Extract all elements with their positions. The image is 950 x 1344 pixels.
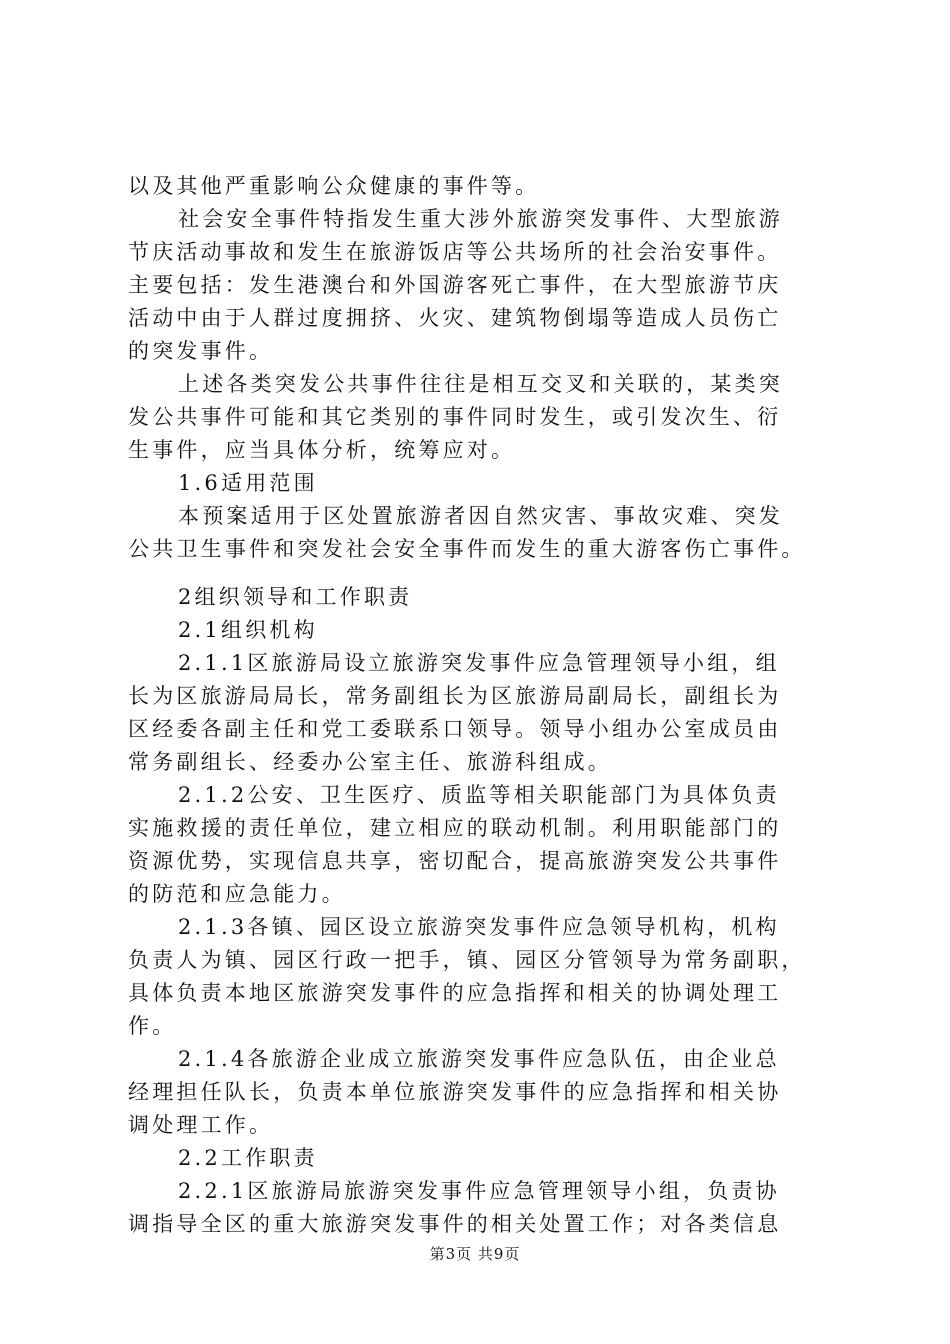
section-heading: 2组织领导和工作职责 <box>178 585 413 609</box>
text-line: 上述各类突发公共事件往往是相互交叉和关联的，某类突 <box>178 372 783 396</box>
text-line: 节庆活动事故和发生在旅游饭店等公共场所的社会治安事件。 <box>128 240 782 264</box>
text-line: 调处理工作。 <box>128 1113 274 1137</box>
section-heading: 2.1组织机构 <box>178 618 318 642</box>
text-line: 2.1.3各镇、园区设立旅游突发事件应急领导机构，机构 <box>178 915 780 939</box>
text-line: 生事件，应当具体分析，统筹应对。 <box>128 438 516 462</box>
text-line: 作。 <box>128 1014 177 1038</box>
section-heading: 1.6适用范围 <box>178 471 318 495</box>
text-line: 发公共事件可能和其它类别的事件同时发生，或引发次生、衍 <box>128 405 782 429</box>
text-line: 资源优势，实现信息共享，密切配合，提高旅游突发公共事件 <box>128 849 782 873</box>
text-line: 2.1.2公安、卫生医疗、质监等相关职能部门为具体负责 <box>178 783 780 807</box>
page-number-footer: 第3页 共9页 <box>429 1245 521 1263</box>
text-line: 具体负责本地区旅游突发事件的应急指挥和相关的协调处理工 <box>128 981 782 1005</box>
text-line: 以及其他严重影响公众健康的事件等。 <box>128 174 540 198</box>
text-line: 2.2.1区旅游局旅游突发事件应急管理领导小组，负责协 <box>178 1179 780 1203</box>
text-line: 区经委各副主任和党工委联系口领导。领导小组办公室成员由 <box>128 717 782 741</box>
text-line: 常务副组长、经委办公室主任、旅游科组成。 <box>128 750 612 774</box>
text-line: 长为区旅游局局长，常务副组长为区旅游局副局长，副组长为 <box>128 684 782 708</box>
text-line: 调指导全区的重大旅游突发事件的相关处置工作；对各类信息 <box>128 1212 782 1236</box>
text-line: 2.1.4各旅游企业成立旅游突发事件应急队伍，由企业总 <box>178 1047 780 1071</box>
text-line: 公共卫生事件和突发社会安全事件而发生的重大游客伤亡事件。 <box>128 537 806 561</box>
text-line: 负责人为镇、园区行政一把手，镇、园区分管领导为常务副职， <box>128 948 806 972</box>
text-line: 经理担任队长，负责本单位旅游突发事件的应急指挥和相关协 <box>128 1080 782 1104</box>
text-line: 社会安全事件特指发生重大涉外旅游突发事件、大型旅游 <box>178 207 783 231</box>
text-line: 本预案适用于区处置旅游者因自然灾害、事故灾难、突发 <box>178 504 783 528</box>
text-line: 2.1.1区旅游局设立旅游突发事件应急管理领导小组，组 <box>178 651 780 675</box>
section-heading: 2.2工作职责 <box>178 1146 318 1170</box>
text-line: 活动中由于人群过度拥挤、火灾、建筑物倒塌等造成人员伤亡 <box>128 306 782 330</box>
text-line: 实施救援的责任单位，建立相应的联动机制。利用职能部门的 <box>128 816 782 840</box>
text-line: 主要包括：发生港澳台和外国游客死亡事件，在大型旅游节庆 <box>128 273 782 297</box>
text-line: 的突发事件。 <box>128 339 274 363</box>
text-line: 的防范和应急能力。 <box>128 882 346 906</box>
